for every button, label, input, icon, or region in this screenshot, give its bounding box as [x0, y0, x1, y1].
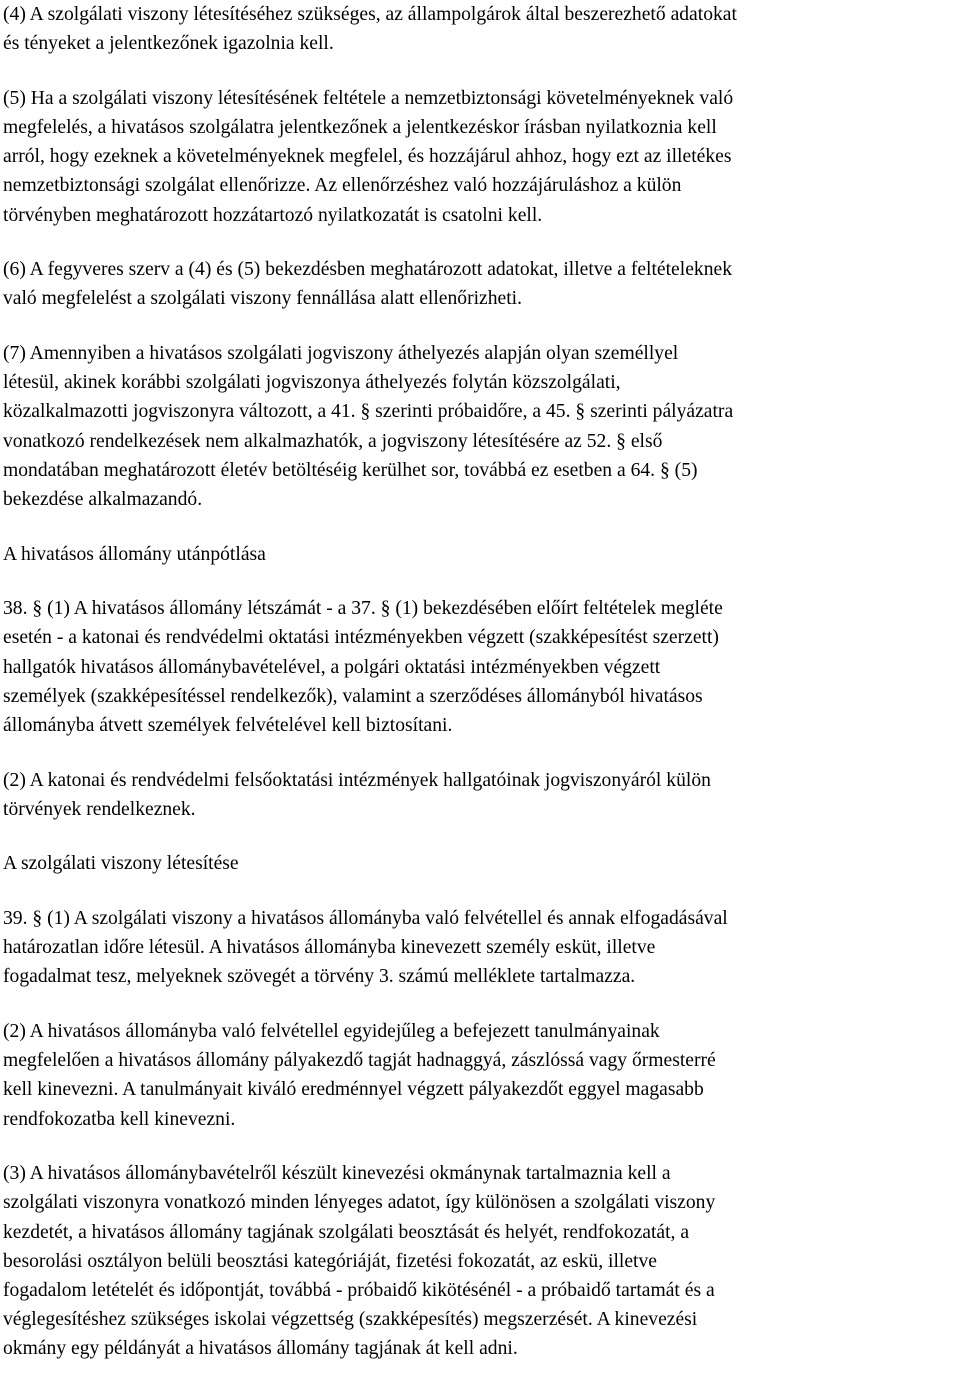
paragraph-4-data-verification: (4) A szolgálati viszony létesítéséhez szükséges, az állampolgárok által beszerezhető adatokat és tényeket a jelentkezőnek igazolnia kell. [3, 4, 737, 55]
paragraph-7-transfer: (7) Amennyiben a hivatásos szolgálati jogviszony áthelyezés alapján olyan személlyel létesül, akinek korábbi szolgálati jogviszonya áthelyezés folytán közszolgálati, közalkalmazotti jogviszonyra változott, a 41. § szerinti próbaidőre, a 45. § szerinti pályázatra vonatkozó rendelkezések nem alkalmazhatók, a jogviszony létesítésére az 52. § első mondatában meghatározott életév betöltéséig kerülhet sor, továbbá ez esetben a 64. § (5) bekezdése alkalmazandó. [3, 343, 734, 511]
paragraph-5-national-security: (5) Ha a szolgálati viszony létesítésének feltétele a nemzetbiztonsági követelményeknek való megfelelés, a hivatásos szolgálatra jelentkezőnek a jelentkezéskor írásban nyilatkoznia kell arról, hogy ezeknek a követelményeknek megfelel, és hozzájárul ahhoz, hogy ezt az illetékes nemzetbiztonsági szolgálat ellenőrizze. Az ellenőrzéshez való hozzájáruláshoz a külön törvényben meghatározott hozzátartozó nyilatkozatát is csatolni kell. [3, 87, 734, 226]
section-39-paragraph-3: (3) A hivatásos állománybavételről készült kinevezési okmánynak tartalmaznia kell a szolgálati viszonyra vonatkozó minden lényeges adatot, így különösen a szolgálati viszony kezdetét, a hivatásos állomány tagjának szolgálati beosztását és helyét, rendfokozatát, a besorolási osztályon belüli beosztási kategóriáját, fizetési fokozatát, az eskü, illetve fogadalom letételét és időpontját, továbbá - próbaidő kikötésénél - a próbaidő tartamát és a véglegesítéshez szükséges iskolai végzettség (szakképesítés) megszerzését. A kinevezési okmány egy példányát a hivatásos állomány tagjának át kell adni. [3, 1163, 716, 1360]
section-heading-recruitment: A hivatásos állomány utánpótlása [3, 543, 266, 565]
section-39-paragraph-2: (2) A hivatásos állományba való felvétellel egyidejűleg a befejezett tanulmányainak megfelelően a hivatásos állomány pályakezdő tagját hadnaggyá, zászlóssá vagy őrmesterré kell kinevezni. A tanulmányait kiváló eredménnyel végzett pályakezdőt eggyel magasabb rendfokozatba kell kinevezni. [3, 1021, 716, 1130]
paragraph-6-verification-during-service: (6) A fegyveres szerv a (4) és (5) bekezdésben meghatározott adatokat, illetve a feltételeknek való megfelelést a szolgálati viszony fennállása alatt ellenőrizheti. [3, 259, 732, 310]
document-page [3, 0, 958, 1389]
section-38-paragraph-1: 38. § (1) A hivatásos állomány létszámát - a 37. § (1) bekezdésében előírt feltételek megléte esetén - a katonai és rendvédelmi oktatási intézményekben végzett (szakképesítést szerzett) hallgatók hivatásos állománybavételével, a polgári oktatási intézményekben végzett személyek (szakképesítéssel rendelkezők), valamint a szerződéses állományból hivatásos állományba átvett személyek felvételével kell biztosítani. [3, 598, 723, 737]
section-38-paragraph-2: (2) A katonai és rendvédelmi felsőoktatási intézmények hallgatóinak jogviszonyáról külön törvények rendelkeznek. [3, 769, 711, 820]
section-39-paragraph-1: 39. § (1) A szolgálati viszony a hivatásos állományba való felvétellel és annak elfogadásával határozatlan időre létesül. A hivatásos állományba kinevezett személy esküt, illetve fogadalmat tesz, melyeknek szövegét a törvény 3. számú melléklete tartalmazza. [3, 908, 728, 988]
section-heading-establishment: A szolgálati viszony létesítése [3, 853, 239, 875]
